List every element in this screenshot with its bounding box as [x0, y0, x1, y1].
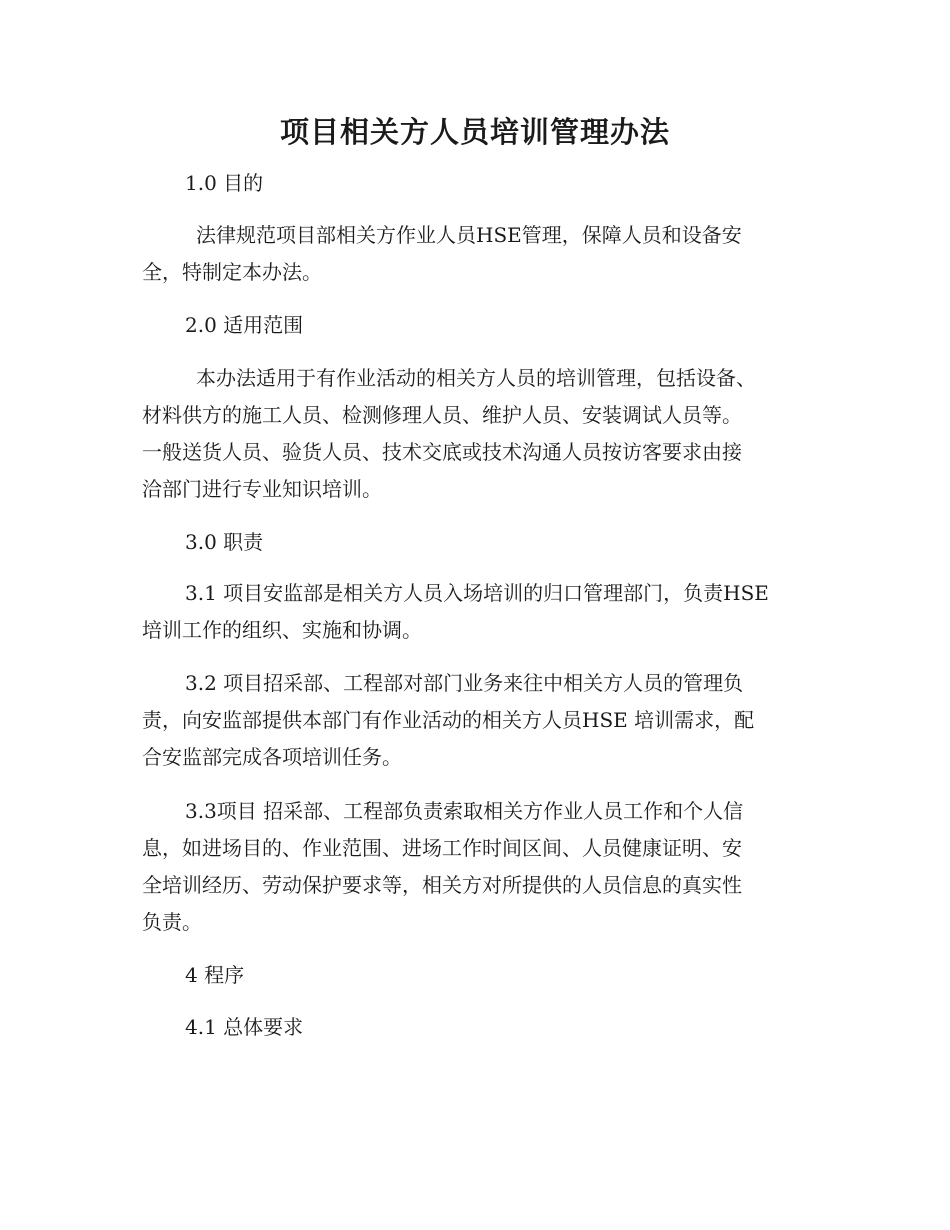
paragraph-line: 全，特制定本办法。	[142, 260, 322, 284]
paragraph-line: 全培训经历、劳动保护要求等，相关方对所提供的人员信息的真实性	[142, 873, 742, 897]
paragraph-line: 3.1 项目安监部是相关方人员入场培训的归口管理部门，负责HSE	[185, 581, 769, 605]
paragraph-line: 3.2 项目招采部、工程部对部门业务来往中相关方人员的管理负	[185, 671, 744, 695]
section-heading-purpose: 1.0 目的	[185, 171, 264, 195]
paragraph-purpose	[142, 217, 817, 291]
paragraph-line: 法律规范项目部相关方作业人员HSE管理，保障人员和设备安	[196, 223, 742, 247]
paragraph-line: 洽部门进行专业知识培训。	[142, 477, 382, 501]
paragraph-line: 本办法适用于有作业活动的相关方人员的培训管理，包括设备、	[196, 366, 756, 390]
paragraph-line: 材料供方的施工人员、检测修理人员、维护人员、安装调试人员等。	[142, 403, 742, 427]
section-heading-responsibilities: 3.0 职责	[185, 530, 264, 554]
paragraph-responsibility-3-1	[142, 575, 817, 649]
section-heading-procedure: 4 程序	[185, 963, 245, 987]
paragraph-line: 责，向安监部提供本部门有作业活动的相关方人员HSE 培训需求，配	[142, 708, 755, 732]
paragraph-line: 息，如进场目的、作业范围、进场工作时间区间、人员健康证明、安	[142, 836, 742, 860]
paragraph-line: 一般送货人员、验货人员、技术交底或技术沟通人员按访客要求由接	[142, 440, 742, 464]
paragraph-line: 培训工作的组织、实施和协调。	[142, 618, 422, 642]
section-heading-scope: 2.0 适用范围	[185, 313, 304, 337]
paragraph-scope	[142, 360, 817, 508]
paragraph-line: 负责。	[142, 910, 202, 934]
paragraph-responsibility-3-3	[142, 793, 817, 941]
paragraph-responsibility-3-2	[142, 665, 817, 776]
document-title: 项目相关方人员培训管理办法	[279, 115, 670, 149]
subsection-heading-general-requirements: 4.1 总体要求	[185, 1015, 304, 1039]
paragraph-line: 3.3项目 招采部、工程部负责索取相关方作业人员工作和个人信	[185, 799, 744, 823]
paragraph-line: 合安监部完成各项培训任务。	[142, 745, 402, 769]
